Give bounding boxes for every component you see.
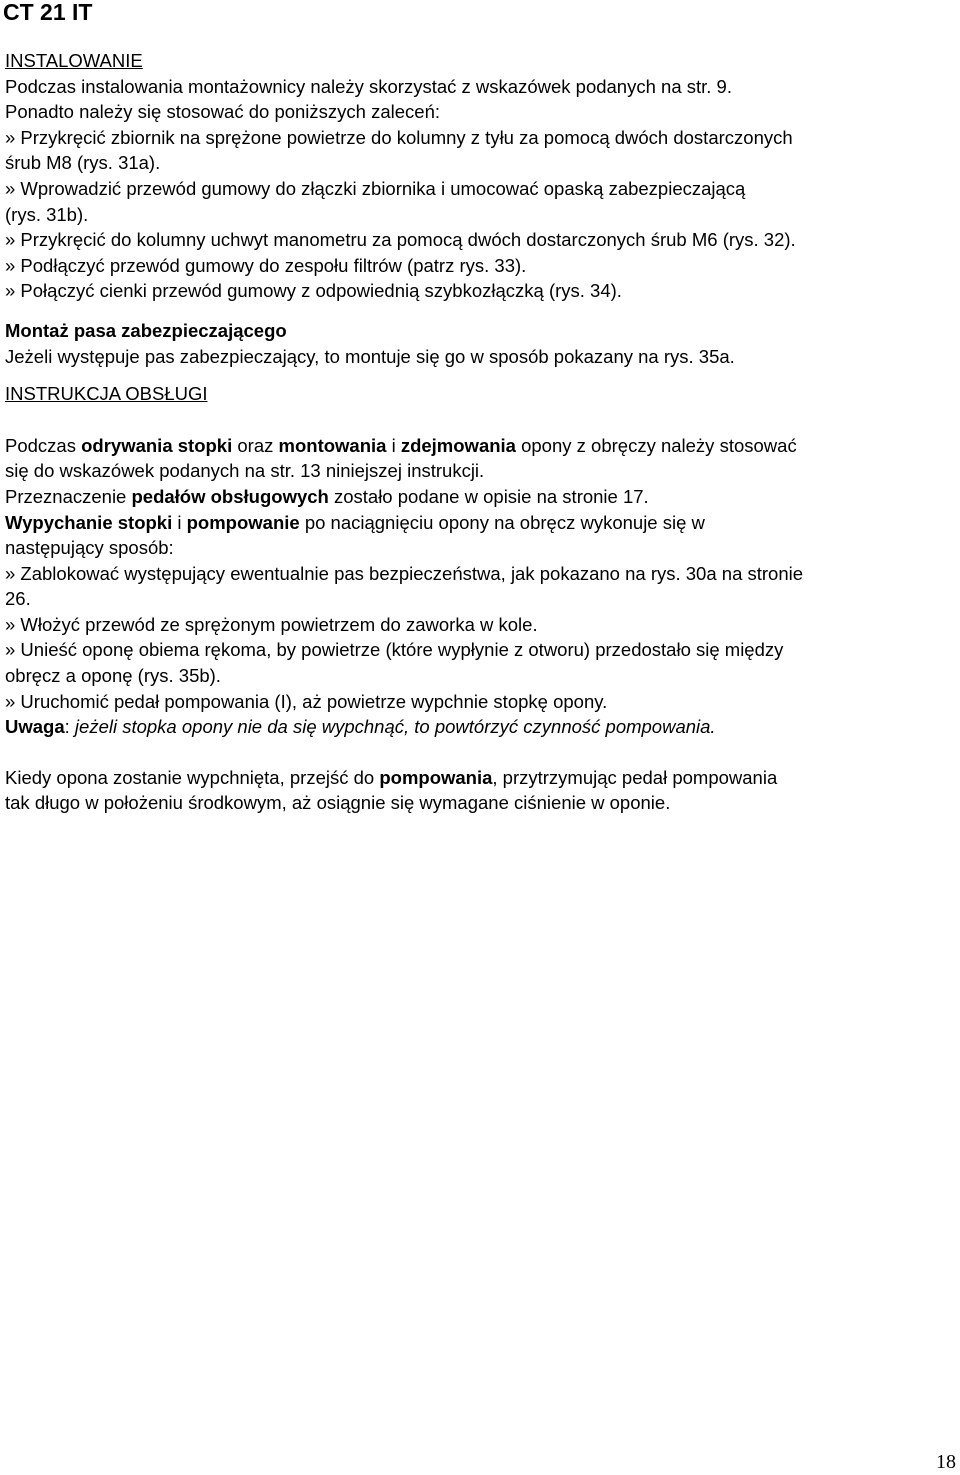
text-run: opony z obręczy należy stosować <box>515 434 797 456</box>
warning-label: Uwaga <box>5 716 65 738</box>
operation-section <box>5 381 960 816</box>
installation-line: » Przykręcić zbiornik na sprężone powietrze do kolumny z tyłu za pomocą dwóch dostarczonych <box>5 126 793 148</box>
paragraph-spacer <box>5 740 960 765</box>
operation-paragraph <box>5 433 960 459</box>
step-line: » Zablokować występujący ewentualnie pas bezpieczeństwa, jak pokazano na rys. 30a na stronie <box>5 562 804 584</box>
text-run: oraz <box>232 434 279 456</box>
bold-run: montowania <box>278 434 387 456</box>
step-line: 26. <box>5 588 31 610</box>
installation-line: » Podłączyć przewód gumowy do zespołu filtrów (patrz rys. 33). <box>5 254 527 276</box>
step-line: » Uruchomić pedał pompowania (I), aż powietrze wypchnie stopkę opony. <box>5 690 608 712</box>
text-run: Kiedy opona zostanie wypchnięta, przejść do <box>5 766 380 788</box>
warning-text: jeżeli stopka opony nie da się wypchnąć, to powtórzyć czynność pompowania. <box>74 716 716 738</box>
bold-run: odrywania stopki <box>81 434 233 456</box>
bold-run: zdejmowania <box>400 434 516 456</box>
document-body <box>5 48 960 816</box>
section-spacer <box>5 369 960 381</box>
installation-line: » Przykręcić do kolumny uchwyt manometru za pomocą dwóch dostarczonych śrub M6 (rys. 32). <box>5 229 796 251</box>
text-run: Podczas <box>5 434 82 456</box>
operation-heading: INSTRUKCJA OBSŁUGI <box>5 383 208 405</box>
installation-line: śrub M8 (rys. 31a). <box>5 152 161 174</box>
installation-section <box>5 48 960 304</box>
text-run: i <box>386 434 401 456</box>
text-run: Przeznaczenie <box>5 485 132 507</box>
installation-heading: INSTALOWANIE <box>5 50 143 71</box>
paragraph-spacer <box>5 407 960 433</box>
final-paragraph-line: tak długo w położeniu środkowym, aż osiągnie się wymagane ciśnienie w oponie. <box>5 792 671 814</box>
final-paragraph <box>5 765 960 791</box>
step-line: » Unieść oponę obiema rękoma, by powietrze (które wypłynie z otworu) przedostało się między <box>5 639 784 661</box>
bold-run: Wypychanie stopki <box>5 511 173 533</box>
document-title: CT 21 IT <box>3 0 93 25</box>
pedals-paragraph <box>5 484 960 510</box>
text-run: , przytrzymując pedał pompowania <box>492 766 778 788</box>
installation-line: Ponadto należy się stosować do poniższych zaleceń: <box>5 101 441 123</box>
bold-run: pompowania <box>379 766 493 788</box>
warning-note <box>5 714 960 740</box>
installation-line: » Wprowadzić przewód gumowy do złączki zbiornika i umocować opaską zabezpieczającą <box>5 177 746 199</box>
safety-belt-heading: Montaż pasa zabezpieczającego <box>5 319 287 341</box>
safety-belt-text: Jeżeli występuje pas zabezpieczający, to montuje się go w sposób pokazany na rys. 35a. <box>5 345 735 367</box>
bold-run: pompowanie <box>186 511 300 533</box>
inflation-paragraph-line: następujący sposób: <box>5 537 174 559</box>
text-run: : <box>64 716 75 738</box>
step-line: obręcz a oponę (rys. 35b). <box>5 665 221 687</box>
inflation-paragraph <box>5 510 960 536</box>
installation-line: (rys. 31b). <box>5 203 89 225</box>
installation-line: » Połączyć cienki przewód gumowy z odpowiednią szybkozłączką (rys. 34). <box>5 280 622 302</box>
page-number: 18 <box>936 1451 956 1473</box>
bold-run: pedałów obsługowych <box>131 485 329 507</box>
text-run: i <box>172 511 187 533</box>
text-run: zostało podane w opisie na stronie 17. <box>328 485 649 507</box>
operation-paragraph-line: się do wskazówek podanych na str. 13 niniejszej instrukcji. <box>5 460 485 482</box>
safety-belt-section <box>5 318 960 369</box>
section-spacer <box>5 304 960 318</box>
installation-line: Podczas instalowania montażownicy należy skorzystać z wskazówek podanych na str. 9. <box>5 75 732 97</box>
step-line: » Włożyć przewód ze sprężonym powietrzem do zaworka w kole. <box>5 613 538 635</box>
text-run: po naciągnięciu opony na obręcz wykonuje się w <box>299 511 705 533</box>
